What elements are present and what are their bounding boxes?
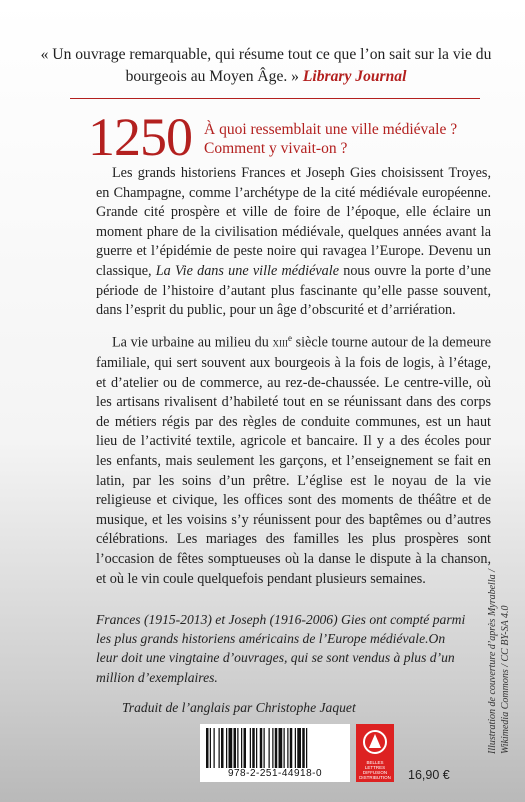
book-title: La Vie dans une ville médiévale bbox=[155, 262, 340, 279]
top-divider bbox=[70, 98, 480, 99]
translator-credit: Traduit de l’anglais par Christophe Jaquet bbox=[122, 700, 356, 715]
cover-illustration-credit: Illustration de couverture d’après Myrabella / Wikimedia Commons / CC BY-SA 4.0 bbox=[487, 569, 511, 754]
subtitle-line-2: Comment y vivait-on ? bbox=[204, 140, 348, 157]
subtitle bbox=[204, 120, 464, 158]
publisher-logo bbox=[356, 724, 394, 782]
barcode-bars bbox=[206, 728, 344, 768]
isbn-number: 978-2-251-44918-0 bbox=[227, 768, 323, 779]
author-bio: Frances (1915-2013) et Joseph (1916-2006) Gies ont compté parmi les plus grands historiens américains de l’Europe médiévale.On leur doit une vingtaine d’ouvrages, qui se sont vendus à plus d’un million d’exemplaires. bbox=[96, 612, 466, 685]
price: 16,90 € bbox=[408, 768, 450, 782]
blurb-paragraph-1: Les grands historiens Frances et Joseph Gies choisissent Troyes, en Champagne, comme l’archétype de la cité médiévale européenne. Grande cité prospère et ville de foire de l’époque, elle éclaire un moment phare de la civilisation médiévale, quelques années avant la guerre et l’épidémie de peste noire qui ravagea l’Europe. Devenu un classique, La Vie dans une ville médiévale nous ouvre la porte d’une période de l’histoire d’autant plus fascinante qu’elle passe souvent, dans l’esprit du public, pour un âge d’obscurité et d’arriération. bbox=[96, 165, 491, 319]
subtitle-line-1: À quoi ressemblait une ville médiévale ? bbox=[204, 121, 458, 138]
blurb-body bbox=[96, 164, 491, 589]
blurb-paragraph-2: La vie urbaine au milieu du XIIIe siècle tourne autour de la demeure familiale, qui sert souvent aux bourgeois à la fois de logis, à l’étage, et d’atelier ou de commerce, au rez-de-chaussée. Le centre-ville, où les artisans rivalisent d’habileté tout en se réunissant dans des corps de métiers régis par des règles de conduite communes, est un haut lieu de l’activité textile, agricole et bancaire. Il y a des écoles pour les enfants, mais seulement les garçons, et l’enseignement se fait en latin, par les soins d’un prêtre. L’église est le noyau de la vie religieuse et civique, les offices sont des moments de théâtre et de musique, et les voisins s’y réunissent pour des baptêmes ou d’autres célébrations. Les mariages des familles les plus prospères sont l’occasion de fêtes somptueuses où la danse le dispute à la chanson, et où le vin coule quelquefois pendant plusieurs semaines. bbox=[96, 332, 491, 587]
quote-text: « Un ouvrage remarquable, qui résume tout ce que l’on sait sur la vie du bourgeois au Moyen Âge. » bbox=[40, 46, 492, 85]
publisher-logo-text: BELLES LETTRES DIFFUSION DISTRIBUTION bbox=[359, 760, 391, 780]
year-heading: 1250 bbox=[88, 107, 192, 167]
quote-source: Library Journal bbox=[302, 68, 407, 85]
isbn-barcode bbox=[200, 724, 350, 782]
back-cover-quote bbox=[36, 44, 496, 88]
century-numeral: XIII bbox=[272, 338, 288, 349]
publisher-emblem-icon bbox=[361, 728, 389, 758]
